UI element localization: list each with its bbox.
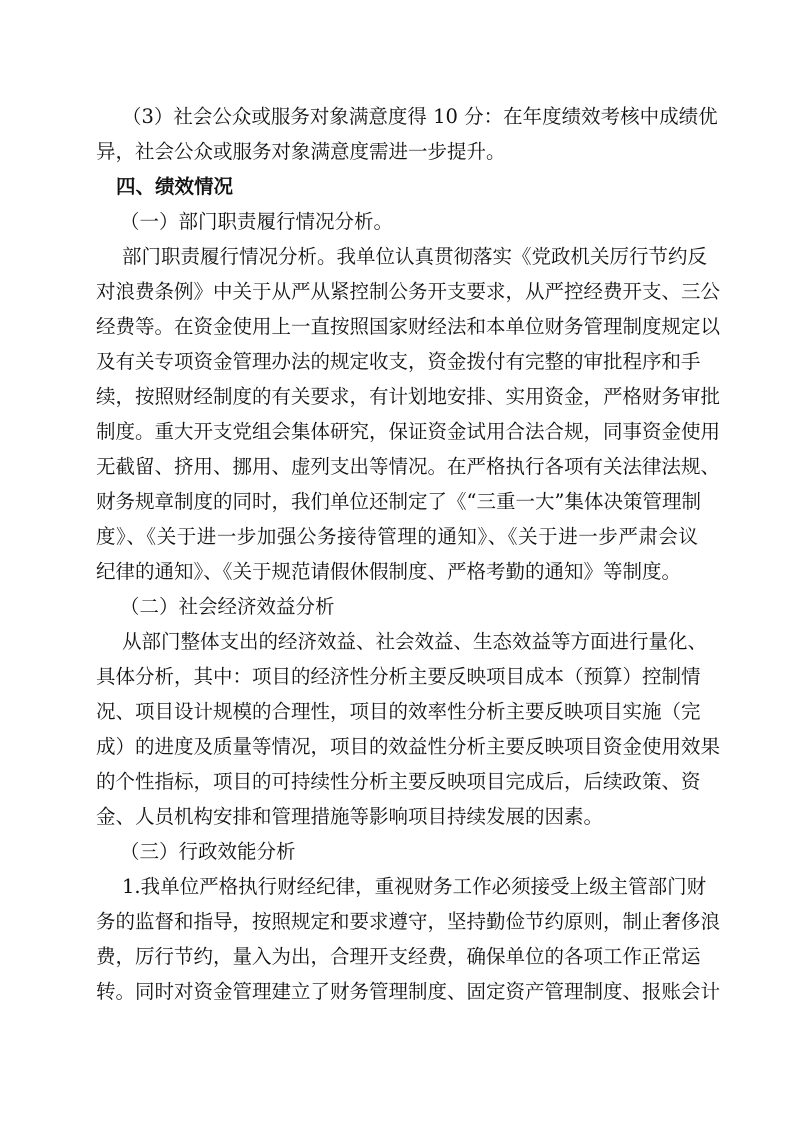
text-line: 制度。重大开支党组会集体研究，保证资金试用合法合规，同事资金使用: [96, 420, 721, 443]
subsection-heading: [96, 589, 698, 624]
text-line: 具体分析，其中：项目的经济性分析主要反映项目成本（预算）控制情: [96, 665, 701, 688]
text-line: 金、人员机构安排和管理措施等影响项目持续发展的因素。: [96, 805, 604, 828]
text-line: 部门职责履行情况分析。我单位认真贯彻落实《党政机关厉行节约反: [122, 245, 708, 268]
text-line: 无截留、挤用、挪用、虚列支出等情况。在严格执行各项有关法律法规、: [96, 455, 721, 478]
text-line: 财务规章制度的同时，我们单位还制定了《“三重一大”集体决策管理制: [96, 490, 701, 513]
text-line: 纪律的通知》、《关于规范请假休假制度、严格考勤的通知》等制度。: [96, 560, 682, 583]
paragraph: [96, 624, 721, 834]
text-line: 况、项目设计规模的合理性，项目的效率性分析主要反映项目实施（完: [96, 700, 701, 723]
text-line: （三）行政效能分析: [120, 840, 296, 863]
section-heading: [96, 169, 698, 204]
text-line: 转。同时对资金管理建立了财务管理制度、固定资产管理制度、报账会计: [96, 980, 721, 1003]
text-line: 经费等。在资金使用上一直按照国家财经法和本单位财务管理制度规定以: [96, 315, 721, 338]
text-line: （一）部门职责履行情况分析。: [120, 210, 394, 233]
text-line: 度》、《关于进一步加强公务接待管理的通知》、《关于进一步严肃会议: [96, 525, 698, 548]
paragraph: [96, 99, 718, 169]
text-line: 1.我单位严格执行财经纪律，重视财务工作必须接受上级主管部门财: [122, 875, 707, 898]
text-line: 的个性指标，项目的可持续性分析主要反映项目完成后，后续政策、资: [96, 770, 701, 793]
text-line: 异，社会公众或服务对象满意度需进一步提升。: [96, 140, 506, 163]
text-line: 成）的进度及质量等情况，项目的效益性分析主要反映项目资金使用效果: [96, 735, 721, 758]
text-line: 费，厉行节约，量入为出，合理开支经费，确保单位的各项工作正常运: [96, 945, 701, 968]
text-line: 务的监督和指导，按照规定和要求遵守，坚持勤俭节约原则，制止奢侈浪: [96, 910, 721, 933]
document-page: [96, 99, 721, 1009]
subsection-heading: [96, 204, 698, 239]
paragraph: [96, 239, 721, 589]
text-line: 及有关专项资金管理办法的规定收支，资金拨付有完整的审批程序和手: [96, 350, 701, 373]
text-line: 从部门整体支出的经济效益、社会效益、生态效益等方面进行量化、: [122, 630, 708, 653]
paragraph: [96, 869, 721, 1009]
subsection-heading: [96, 834, 698, 869]
text-line: （3）社会公众或服务对象满意度得 10 分：在年度绩效考核中成绩优: [122, 105, 718, 128]
text-line: 对浪费条例》中关于从严从紧控制公务开支要求，从严控经费开支、三公: [96, 280, 721, 303]
text-line: 四、绩效情况: [116, 175, 234, 198]
text-line: 续，按照财经制度的有关要求，有计划地安排、实用资金，严格财务审批: [96, 385, 721, 408]
text-line: （二）社会经济效益分析: [120, 595, 335, 618]
